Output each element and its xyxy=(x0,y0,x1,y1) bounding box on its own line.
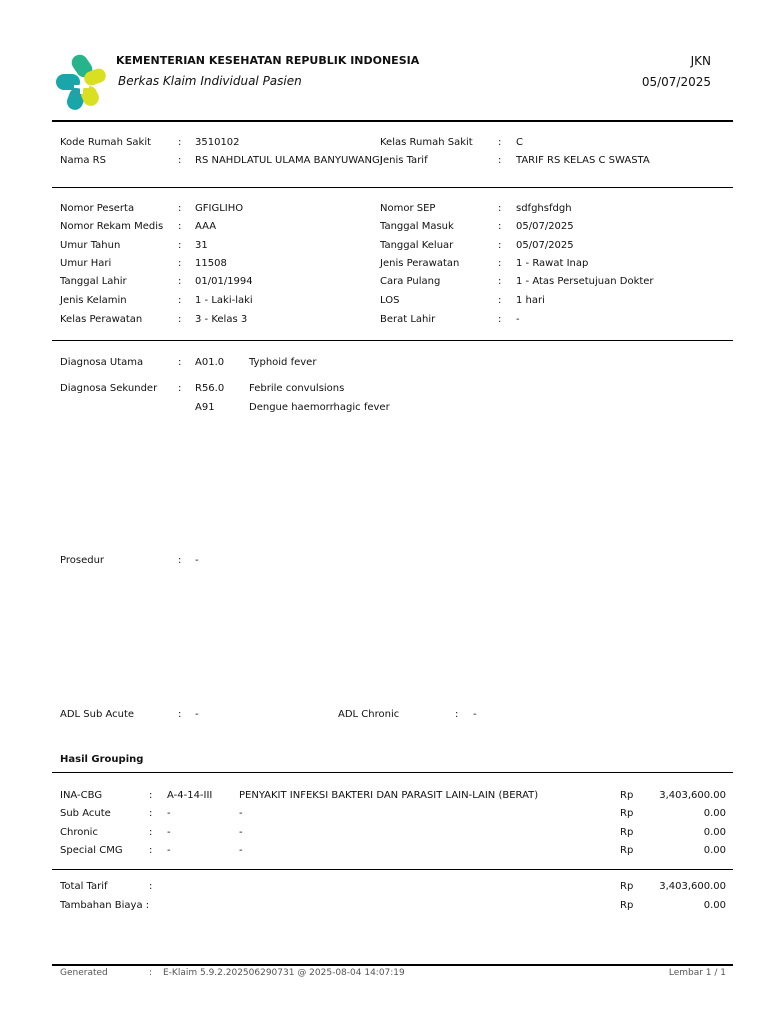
adl-chronic-value: - xyxy=(473,709,477,720)
colon: : xyxy=(178,314,182,325)
diagnosa-utama-desc: Typhoid fever xyxy=(249,357,317,368)
colon: : xyxy=(149,881,153,892)
patient-field-label: Umur Hari xyxy=(60,258,112,269)
patient-field-value: sdfghsfdgh xyxy=(516,203,572,214)
divider xyxy=(52,120,733,122)
colon: : xyxy=(178,357,182,368)
patient-field-value: GFIGLIHO xyxy=(195,203,244,214)
patient-field-label: Nomor Rekam Medis xyxy=(60,221,164,232)
patient-field-label: Tanggal Keluar xyxy=(380,240,454,251)
grouping-amount: 3,403,600.00 xyxy=(659,790,726,801)
colon: : xyxy=(498,295,502,306)
jenis-tarif-label: Jenis Tarif xyxy=(380,155,428,166)
document-date: 05/07/2025 xyxy=(641,75,711,89)
patient-field-label: Berat Lahir xyxy=(380,314,436,325)
ministry-title: KEMENTERIAN KESEHATAN REPUBLIK INDONESIA xyxy=(116,54,420,67)
diagnosa-utama-code: A01.0 xyxy=(195,357,225,368)
prosedur-value: - xyxy=(195,555,199,566)
patient-field-value: - xyxy=(516,314,520,325)
grouping-label: Sub Acute xyxy=(60,808,111,819)
divider xyxy=(52,772,733,773)
colon: : xyxy=(498,155,502,166)
colon: : xyxy=(178,240,182,251)
patient-field-value: 11508 xyxy=(195,258,227,269)
patient-field-label: Jenis Perawatan xyxy=(380,258,460,269)
divider xyxy=(52,869,733,870)
colon: : xyxy=(455,709,459,720)
generated-label: Generated xyxy=(60,968,108,978)
generated-value: E-Klaim 5.9.2.202506290731 @ 2025-08-04 14:07:19 xyxy=(163,968,405,978)
grouping-currency: Rp xyxy=(620,827,634,838)
grouping-description: - xyxy=(239,808,243,819)
patient-field-value: 05/07/2025 xyxy=(516,240,574,251)
kode-rs-value: 3510102 xyxy=(195,137,240,148)
grouping-code: - xyxy=(167,827,171,838)
hasil-grouping-title: Hasil Grouping xyxy=(60,754,144,765)
grouping-label: Chronic xyxy=(60,827,98,838)
footer-divider xyxy=(52,964,733,966)
patient-field-value: 1 - Atas Persetujuan Dokter xyxy=(516,276,654,287)
colon: : xyxy=(498,137,502,148)
colon: : xyxy=(178,295,182,306)
patient-field-value: 05/07/2025 xyxy=(516,221,574,232)
diagnosa-sekunder-desc: Febrile convulsions xyxy=(249,383,345,394)
nama-rs-label: Nama RS xyxy=(60,155,106,166)
patient-field-value: 01/01/1994 xyxy=(195,276,253,287)
patient-field-value: 31 xyxy=(195,240,208,251)
colon: : xyxy=(498,258,502,269)
jenis-tarif-value: TARIF RS KELAS C SWASTA xyxy=(516,155,650,166)
grouping-currency: Rp xyxy=(620,808,634,819)
colon: : xyxy=(149,808,153,819)
grouping-amount: 0.00 xyxy=(703,845,726,856)
colon: : xyxy=(178,555,182,566)
nama-rs-value: RS NAHDLATUL ULAMA BANYUWANGI xyxy=(195,155,383,166)
patient-field-label: Nomor SEP xyxy=(380,203,436,214)
diagnosa-sekunder-desc: Dengue haemorrhagic fever xyxy=(249,402,390,413)
patient-field-label: Umur Tahun xyxy=(60,240,121,251)
colon: : xyxy=(178,276,182,287)
colon: : xyxy=(178,709,182,720)
patient-field-label: Kelas Perawatan xyxy=(60,314,143,325)
document-subtitle: Berkas Klaim Individual Pasien xyxy=(118,74,302,88)
colon: : xyxy=(498,203,502,214)
kelas-rs-label: Kelas Rumah Sakit xyxy=(380,137,473,148)
grouping-description: - xyxy=(239,827,243,838)
kemenkes-logo xyxy=(54,52,110,112)
grouping-currency: Rp xyxy=(620,845,634,856)
kelas-rs-value: C xyxy=(516,137,523,148)
grouping-description: PENYAKIT INFEKSI BAKTERI DAN PARASIT LAIN-LAIN (BERAT) xyxy=(239,790,539,801)
colon: : xyxy=(149,790,153,801)
grouping-amount: 0.00 xyxy=(703,808,726,819)
diagnosa-sekunder-code: R56.0 xyxy=(195,383,225,394)
adl-sub-acute-value: - xyxy=(195,709,199,720)
tambahan-biaya-currency: Rp xyxy=(620,900,634,911)
diagnosa-sekunder-code: A91 xyxy=(195,402,215,413)
page-number: Lembar 1 / 1 xyxy=(668,968,726,978)
colon: : xyxy=(178,203,182,214)
grouping-code: A-4-14-III xyxy=(167,790,213,801)
program-label: JKN xyxy=(690,54,711,68)
patient-field-label: Jenis Kelamin xyxy=(60,295,127,306)
adl-sub-acute-label: ADL Sub Acute xyxy=(60,709,135,720)
patient-field-value: 3 - Kelas 3 xyxy=(195,314,248,325)
colon: : xyxy=(149,845,153,856)
total-tarif-currency: Rp xyxy=(620,881,634,892)
grouping-currency: Rp xyxy=(620,790,634,801)
colon: : xyxy=(498,240,502,251)
grouping-label: INA-CBG xyxy=(60,790,103,801)
total-tarif-amount: 3,403,600.00 xyxy=(659,881,726,892)
patient-field-value: 1 - Laki-laki xyxy=(195,295,253,306)
patient-field-label: Tanggal Masuk xyxy=(380,221,454,232)
colon: : xyxy=(149,827,153,838)
colon: : xyxy=(498,314,502,325)
colon: : xyxy=(149,968,153,978)
prosedur-label: Prosedur xyxy=(60,555,105,566)
colon: : xyxy=(178,137,182,148)
patient-field-label: LOS xyxy=(380,295,400,306)
colon: : xyxy=(178,221,182,232)
divider xyxy=(52,187,733,188)
tambahan-biaya-amount: 0.00 xyxy=(703,900,726,911)
colon: : xyxy=(178,258,182,269)
patient-field-value: 1 hari xyxy=(516,295,545,306)
patient-field-value: 1 - Rawat Inap xyxy=(516,258,589,269)
grouping-code: - xyxy=(167,808,171,819)
tambahan-biaya-label: Tambahan Biaya : xyxy=(60,900,150,911)
diagnosa-utama-label: Diagnosa Utama xyxy=(60,357,144,368)
colon: : xyxy=(178,155,182,166)
patient-field-value: AAA xyxy=(195,221,217,232)
patient-field-label: Tanggal Lahir xyxy=(60,276,127,287)
diagnosa-sekunder-label: Diagnosa Sekunder xyxy=(60,383,158,394)
patient-field-label: Nomor Peserta xyxy=(60,203,135,214)
divider xyxy=(52,340,733,341)
total-tarif-label: Total Tarif xyxy=(60,881,108,892)
grouping-label: Special CMG xyxy=(60,845,123,856)
kode-rs-label: Kode Rumah Sakit xyxy=(60,137,152,148)
patient-field-label: Cara Pulang xyxy=(380,276,441,287)
colon: : xyxy=(498,276,502,287)
colon: : xyxy=(498,221,502,232)
adl-chronic-label: ADL Chronic xyxy=(338,709,400,720)
grouping-amount: 0.00 xyxy=(703,827,726,838)
colon: : xyxy=(178,383,182,394)
grouping-description: - xyxy=(239,845,243,856)
grouping-code: - xyxy=(167,845,171,856)
